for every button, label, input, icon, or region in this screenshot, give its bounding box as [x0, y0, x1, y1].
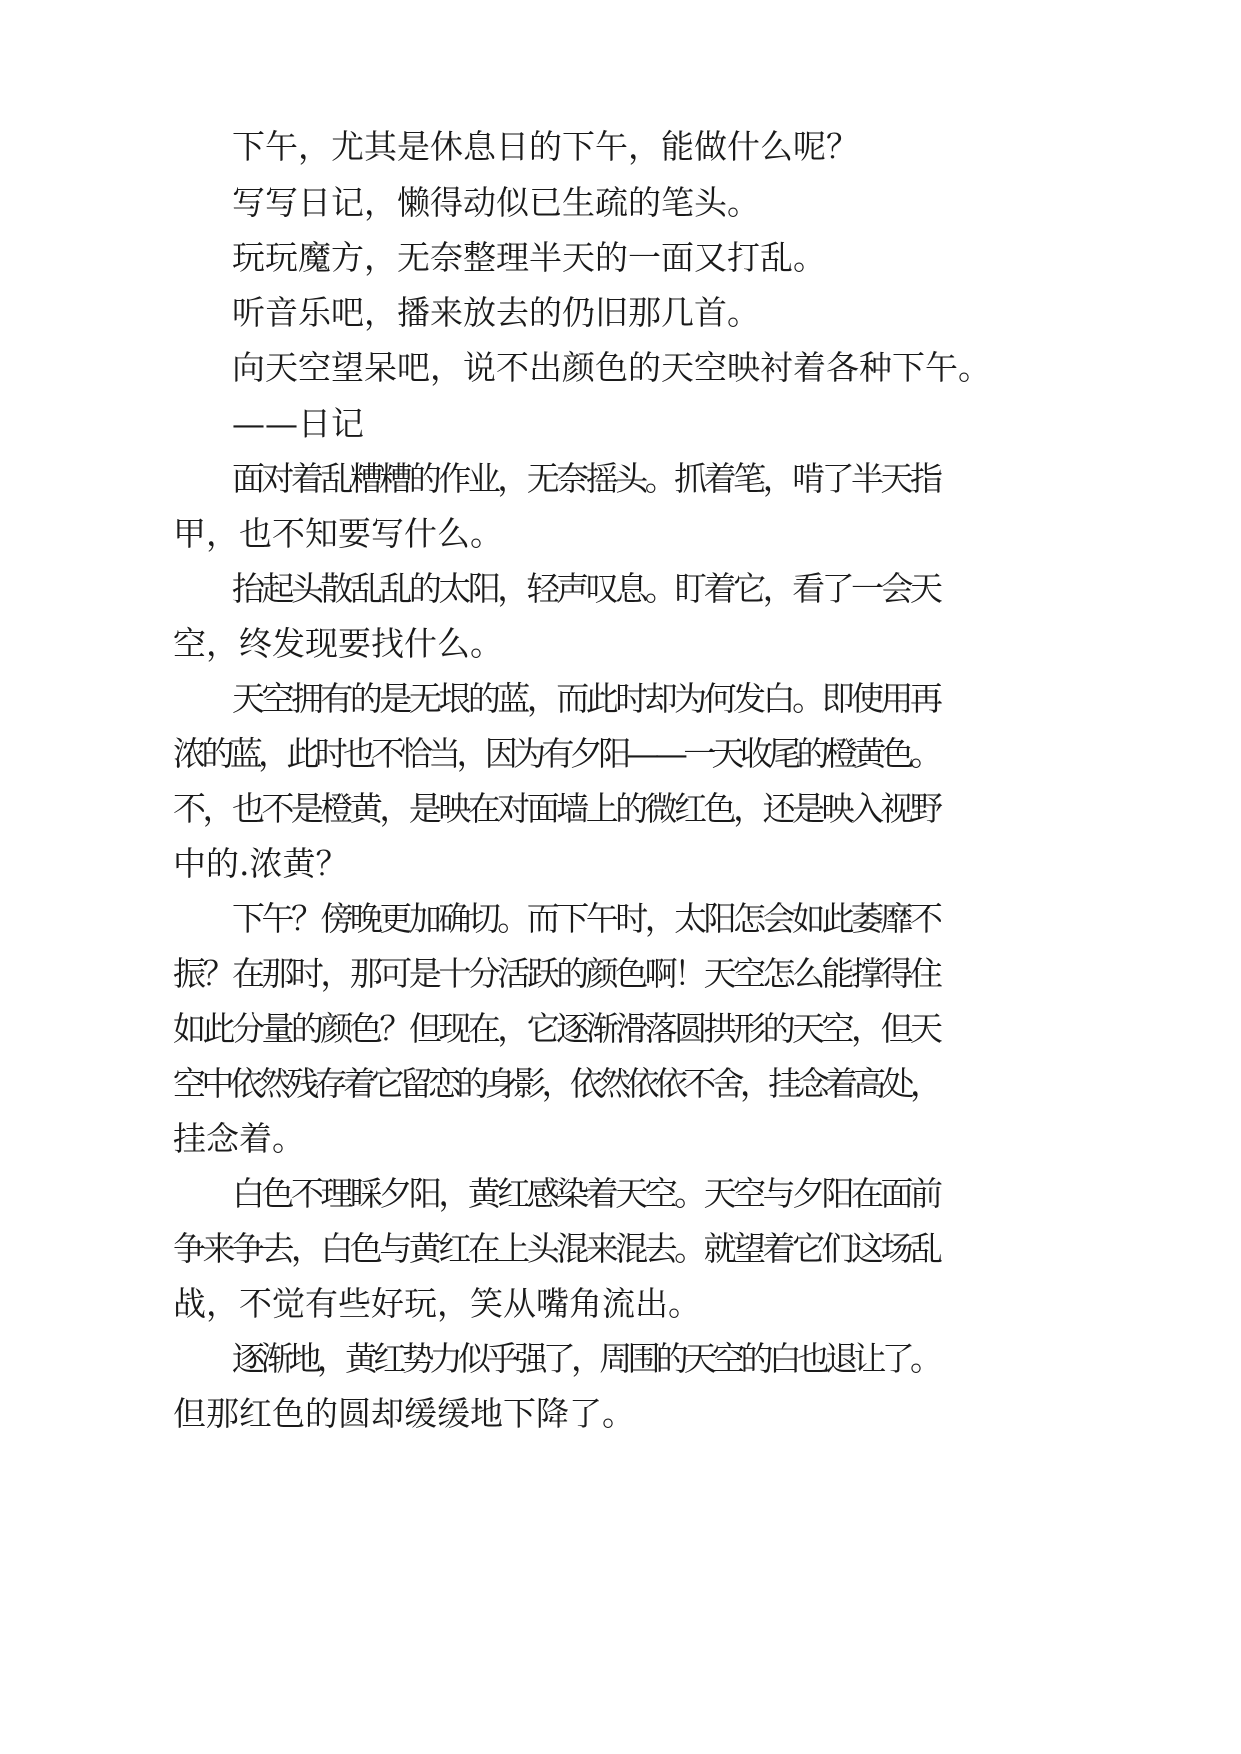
- paragraph-line: 浓的蓝，此时也不恰当，因为有夕阳——一天收尾的橙黄色。: [173, 734, 939, 773]
- paragraph-line: 振？在那时，那可是十分活跃的颜色啊！天空怎么能撑得住: [173, 954, 940, 993]
- paragraph-first-line: 面对着乱糟糟的作业，无奈摇头。抓着笔，啃了半天指: [232, 459, 940, 498]
- paragraph-line: 甲，也不知要写什么。: [173, 514, 503, 553]
- paragraph-line: 挂念着。: [173, 1119, 305, 1158]
- paragraph-line: 不，也不是橙黄，是映在对面墙上的微红色，还是映入视野: [173, 789, 940, 828]
- paragraph-line: 中的.浓黄？: [173, 844, 349, 883]
- paragraph-line: 战，不觉有些好玩，笑从嘴角流出。: [173, 1284, 701, 1323]
- paragraph-first-line: 逐渐地，黄红势力似乎强了，周围的天空的白也退让了。: [232, 1339, 939, 1378]
- paragraph-first-line: 天空拥有的是无垠的蓝，而此时却为何发白。即使用再: [232, 679, 940, 718]
- paragraph-first-line: 白色不理睬夕阳，黄红感染着天空。天空与夕阳在面前: [232, 1174, 940, 1213]
- paragraph-line: 但那红色的圆却缓缓地下降了。: [173, 1394, 635, 1433]
- paragraph-first-line: 玩玩魔方，无奈整理半天的一面又打乱。: [232, 238, 826, 277]
- paragraph-first-line: 写写日记，懒得动似已生疏的笔头。: [232, 183, 760, 222]
- paragraph-first-line: 向天空望呆吧，说不出颜色的天空映衬着各种下午。: [232, 348, 991, 387]
- paragraph-first-line: ——日记: [232, 404, 364, 443]
- paragraph-first-line: 下午？傍晚更加确切。而下午时，太阳怎会如此萎靡不: [232, 899, 940, 938]
- paragraph-first-line: 听音乐吧，播来放去的仍旧那几首。: [232, 293, 760, 332]
- paragraph-line: 争来争去，白色与黄红在上头混来混去。就望着它们这场乱: [173, 1229, 940, 1268]
- paragraph-first-line: 抬起头散乱乱的太阳，轻声叹息。盯着它，看了一会天: [232, 569, 940, 608]
- paragraph-first-line: 下午，尤其是休息日的下午，能做什么呢？: [232, 127, 859, 166]
- paragraph-line: 如此分量的颜色？但现在，它逐渐滑落圆拱形的天空，但天: [173, 1009, 940, 1048]
- paragraph-line: 空，终发现要找什么。: [173, 624, 503, 663]
- paragraph-line: 空中依然残存着它留恋的身影，依然依依不舍，挂念着高处，: [173, 1064, 939, 1103]
